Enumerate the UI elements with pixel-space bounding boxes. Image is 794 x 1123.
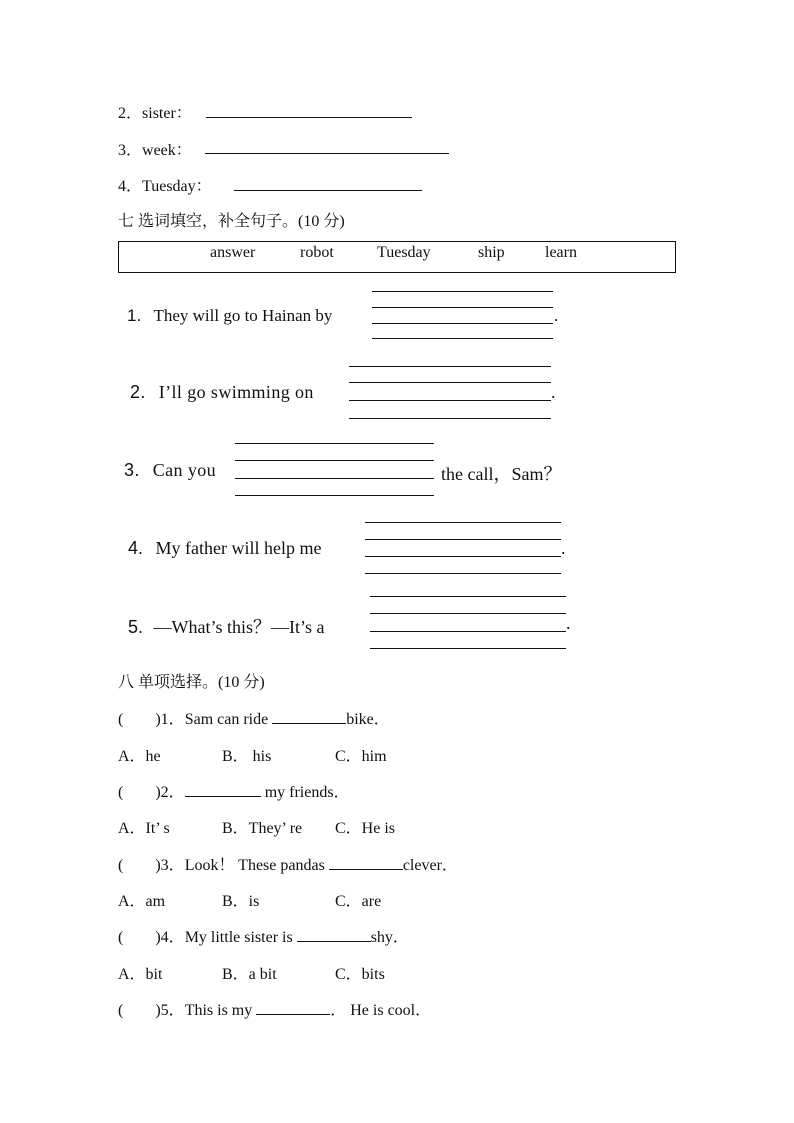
s7-num: 1. [127,306,142,325]
mc-option[interactable]: B．is [222,893,260,910]
answer-paren[interactable]: ( ) [118,784,161,801]
mc-num: 4． [160,929,185,946]
writing-guide-line [365,522,561,523]
word-bank-item: robot [300,244,334,261]
mc-after: bike． [346,711,390,728]
word-bank-item: Tuesday [377,244,431,261]
mc-option[interactable]: B．They’ re [222,820,303,837]
mc-question-5 [118,997,431,1020]
mc-before: My little sister is [184,929,293,946]
s7-num: 3. [124,460,140,480]
mc-blank[interactable] [185,782,261,797]
mc-num: 3． [160,857,185,874]
answer-paren[interactable]: ( ) [118,929,161,946]
mc-num: 2． [160,784,185,801]
s7-num: 5. [128,617,144,637]
writing-guide-line [370,596,566,597]
s7-sentence-3 [124,460,216,481]
mc-options-2 [118,815,395,838]
mc-question-3 [118,852,458,875]
mc-blank[interactable] [297,927,371,942]
s6-item-num: 4． [118,178,143,195]
s6-item-num: 2． [118,105,143,122]
writing-guide-line [370,648,566,649]
mc-option[interactable]: A．bit [118,966,163,983]
word-bank-item: ship [478,244,505,261]
s7-answer-line-3[interactable] [235,478,434,479]
mc-options-4 [118,961,385,984]
s7-after: . [554,306,559,325]
answer-paren[interactable]: ( ) [118,857,161,874]
writing-guide-line [235,443,434,444]
s7-before: —What’s this？—It’s a [153,617,325,637]
s7-answer-line-4[interactable] [365,556,561,557]
s7-sentence-1 [127,306,332,326]
s6-answer-line-4[interactable] [234,190,422,191]
s6-item-4 [118,173,212,196]
s6-item-num: 3． [118,142,143,159]
mc-before: Sam can ride [184,711,269,728]
answer-paren[interactable]: ( ) [118,711,161,728]
writing-guide-line [372,291,553,292]
mc-after: ． He is cool． [330,1002,432,1019]
answer-paren[interactable]: ( ) [118,1002,161,1019]
writing-guide-line [365,573,561,574]
writing-guide-line [370,613,566,614]
s6-item-word: week： [142,142,192,159]
writing-guide-line [372,307,553,308]
writing-guide-line [372,338,553,339]
s7-before: Can you [152,460,217,480]
word-bank-item: learn [545,244,577,261]
s7-before: My father will help me [155,538,322,558]
writing-guide-line [235,460,434,461]
mc-num: 1． [160,711,185,728]
s7-answer-line-1[interactable] [372,323,553,324]
writing-guide-line [349,366,551,367]
word-bank-item: answer [210,244,256,261]
mc-blank[interactable] [329,855,403,870]
mc-before: This is my [184,1002,253,1019]
mc-question-1 [118,706,390,729]
s7-before: I’ll go swimming on [158,382,314,402]
s7-sentence-2 [130,382,314,403]
mc-question-4 [118,924,409,947]
s6-item-word: Tuesday： [142,178,212,195]
s6-item-word: sister： [142,105,192,122]
mc-option[interactable]: A．he [118,748,161,765]
mc-option[interactable]: C．him [335,748,387,765]
section7-heading: 七 选词填空，补全句子。(10 分) [118,213,345,230]
mc-options-3 [118,888,381,911]
s6-item-3 [118,137,192,160]
mc-option[interactable]: C．bits [335,966,385,983]
mc-after: my friends． [264,784,350,801]
mc-blank[interactable] [272,709,346,724]
word-bank-box [118,241,676,273]
s7-num: 2. [130,382,146,402]
writing-guide-line [365,539,561,540]
mc-option[interactable]: C．are [335,893,382,910]
mc-after: shy． [370,929,409,946]
s7-after: . [551,382,556,402]
mc-option[interactable]: B．a bit [222,966,277,983]
s7-sentence-5 [128,613,325,639]
writing-guide-line [349,418,551,419]
s7-after: . [566,613,571,633]
mc-options-1 [118,743,387,766]
s7-before: They will go to Hainan by [153,306,333,325]
mc-option[interactable]: B． his [222,748,272,765]
s6-answer-line-3[interactable] [205,153,449,154]
s6-item-2 [118,100,192,123]
s7-answer-line-2[interactable] [349,400,551,401]
mc-before: Look！ These pandas [184,857,325,874]
s7-answer-line-5[interactable] [370,631,566,632]
mc-option[interactable]: A．am [118,893,166,910]
s6-answer-line-2[interactable] [206,117,412,118]
mc-blank[interactable] [256,1000,330,1015]
mc-option[interactable]: C．He is [335,820,396,837]
mc-option[interactable]: A．It’ s [118,820,170,837]
mc-num: 5． [160,1002,185,1019]
s7-num: 4. [128,538,144,558]
mc-question-2 [118,779,350,802]
s7-after: the call，Sam？ [441,464,562,484]
s7-sentence-4 [128,538,321,559]
section8-heading: 八 单项选择。(10 分) [118,674,265,691]
s7-after: . [561,538,566,558]
writing-guide-line [235,495,434,496]
mc-after: clever． [402,857,458,874]
writing-guide-line [349,382,551,383]
